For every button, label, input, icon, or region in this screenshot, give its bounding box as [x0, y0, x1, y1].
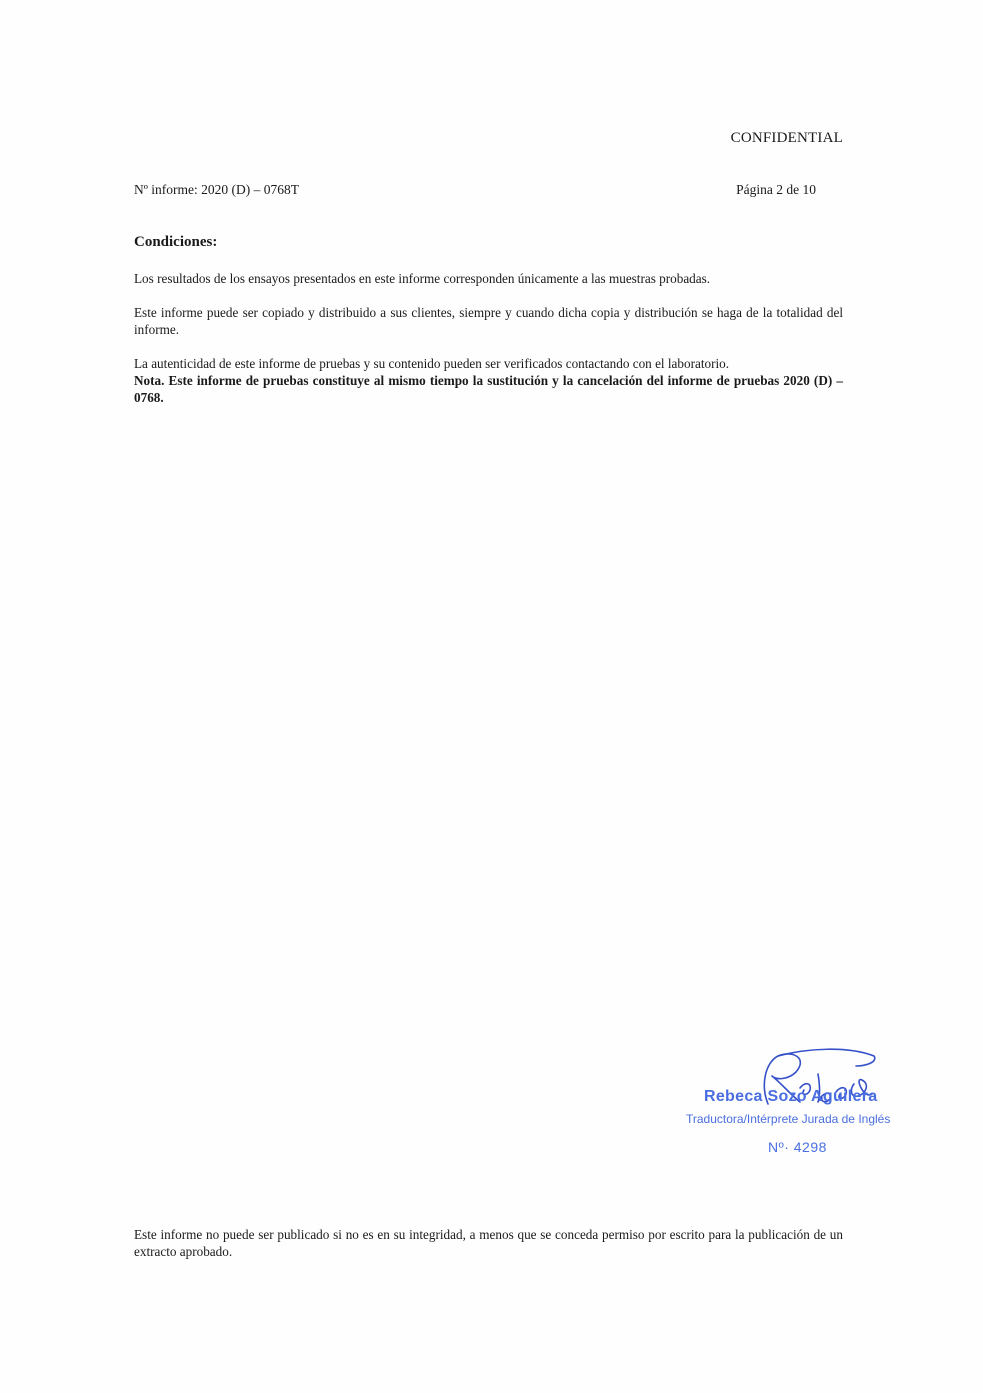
footer-disclaimer: Este informe no puede ser publicado si no es en su integridad, a menos que se conceda permiso por escrito para la publicación de un extracto aprobado. [134, 1227, 843, 1259]
conditions-paragraph-1: Los resultados de los ensayos presentados en este informe corresponden únicamente a las muestras probadas. [134, 271, 711, 286]
conditions-note: Nota. Este informe de pruebas constituye al mismo tiempo la sustitución y la cancelación del informe de pruebas 2020 (D) – 0768. [134, 373, 843, 405]
confidential-label: CONFIDENTIAL [730, 130, 843, 146]
translator-stamp [680, 1040, 920, 1165]
stamp-name: Rebeca Sozo Aguilera [704, 1088, 878, 1105]
stamp-role: Traductora/Intérprete Jurada de Inglés [686, 1112, 891, 1126]
stamp-number: Nº· 4298 [768, 1139, 827, 1155]
conditions-paragraph-3: La autenticidad de este informe de pruebas y su contenido pueden ser verificados contactando con el laboratorio. [134, 356, 730, 371]
page-number: Página 2 de 10 [736, 182, 816, 197]
conditions-heading: Condiciones: [134, 234, 218, 250]
conditions-paragraph-2: Este informe puede ser copiado y distribuido a sus clientes, siempre y cuando dicha copia y distribución se haga de la totalidad del informe. [134, 305, 843, 337]
report-number: Nº informe: 2020 (D) – 0768T [134, 182, 300, 197]
